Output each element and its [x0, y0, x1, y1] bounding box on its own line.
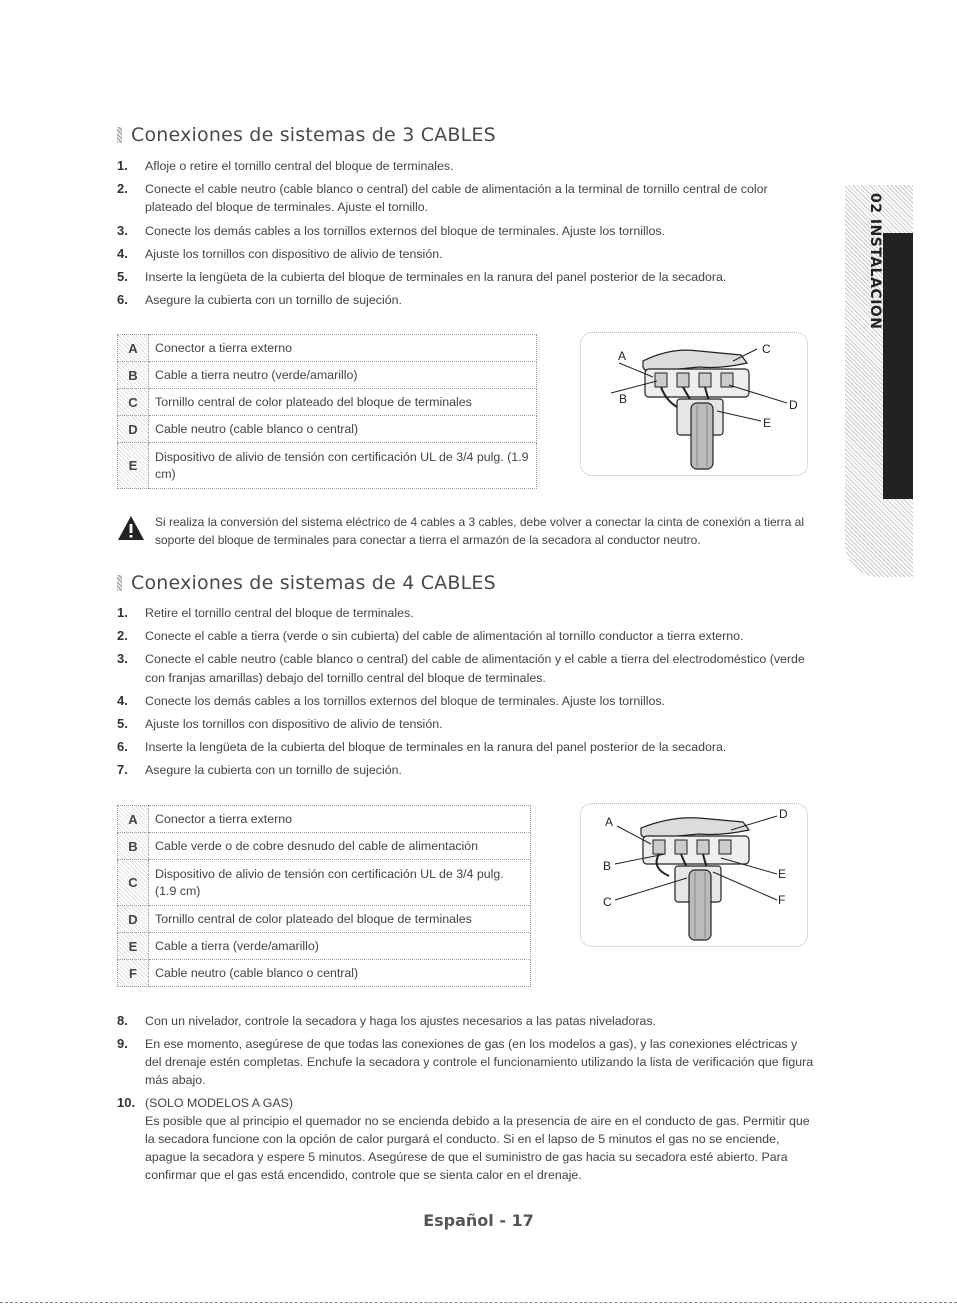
section-title-3-cables [117, 124, 496, 146]
legend-table-4-cables [117, 805, 531, 987]
table-row: F Cable neutro (cable blanco o central) [118, 960, 531, 987]
figure-label-b: B [619, 392, 628, 406]
section-title-text: Conexiones de sistemas de 3 CABLES [131, 124, 496, 146]
section-title-4-cables [117, 572, 496, 594]
chapter-side-tab [845, 185, 913, 577]
page-number: Español - 17 [423, 1211, 534, 1230]
steps-3-cables [117, 157, 817, 309]
table-row: A Conector a tierra externo [118, 806, 531, 833]
list-item: 4. Conecte los demás cables a los tornillos externos del bloque de terminales. Ajuste los tornillos. [117, 692, 665, 708]
table-row: C Dispositivo de alivio de tensión con certificación UL de 3/4 pulg. (1.9 cm) [118, 860, 531, 906]
list-item: 3. Conecte el cable neutro (cable blanco o central) del cable de alimentación y el cable a tierra del electrodoméstico (verde con franjas amarillas) debajo del tornillo central del bloque de terminales. [117, 651, 805, 685]
table-row: A Conector a tierra externo [118, 335, 537, 362]
list-item: 6. Inserte la lengüeta de la cubierta del bloque de terminales en la ranura del panel posterior de la secadora. [117, 739, 727, 755]
table-row: B Cable a tierra neutro (verde/amarillo) [118, 362, 537, 389]
table-row: E Cable a tierra (verde/amarillo) [118, 933, 531, 960]
list-item: 8. Con un nivelador, controle la secadora y haga los ajustes necesarios a las patas niveladoras. [117, 1013, 657, 1028]
legend-table-3-cables [117, 334, 537, 489]
terminal-block-diagram [581, 333, 807, 475]
page-bottom-rule [0, 1302, 957, 1303]
steps-4-cables [117, 604, 817, 780]
figure-label-a: A [605, 815, 614, 829]
list-item: 5. Inserte la lengüeta de la cubierta del bloque de terminales en la ranura del panel posterior de la secadora. [117, 269, 727, 285]
warning-note [117, 513, 807, 549]
list-item: 4. Ajuste los tornillos con dispositivo de alivio de tensión. [117, 245, 443, 261]
list-item: 1. Afloje o retire el tornillo central del bloque de terminales. [117, 158, 454, 173]
table-row: D Cable neutro (cable blanco o central) [118, 416, 537, 443]
section-title-text: Conexiones de sistemas de 4 CABLES [131, 572, 496, 594]
figure-label-e: E [778, 867, 787, 881]
list-item: 7. Asegure la cubierta con un tornillo de sujeción. [117, 762, 402, 778]
table-row: D Tornillo central de color plateado del bloque de terminales [118, 906, 531, 933]
list-item: 1. Retire el tornillo central del bloque de terminales. [117, 605, 414, 620]
warning-triangle-icon [117, 515, 145, 541]
section-marker-icon [117, 575, 122, 591]
table-row: B Cable verde o de cobre desnudo del cable de alimentación [118, 833, 531, 860]
terminal-block-figure-4-cables [580, 803, 808, 947]
figure-label-b: B [603, 859, 612, 873]
figure-label-d: D [789, 398, 798, 412]
figure-label-e: E [763, 416, 772, 430]
list-item: 2. Conecte el cable a tierra (verde o sin cubierta) del cable de alimentación al tornillo conductor a tierra externo. [117, 628, 744, 644]
list-item: 6. Asegure la cubierta con un tornillo de sujeción. [117, 292, 402, 308]
table-row: C Tornillo central de color plateado del bloque de terminales [118, 389, 537, 416]
list-item: 5. Ajuste los tornillos con dispositivo de alivio de tensión. [117, 716, 443, 732]
figure-label-f: F [778, 893, 786, 907]
chapter-marker-block [883, 233, 913, 499]
table-row: E Dispositivo de alivio de tensión con certificación UL de 3/4 pulg. (1.9 cm) [118, 443, 537, 489]
list-item: 3. Conecte los demás cables a los tornillos externos del bloque de terminales. Ajuste los tornillos. [117, 222, 665, 238]
gas-models-note: Es posible que al principio el quemador no se encienda debido a la presencia de aire en el conducto de gas. Permitir que la secadora funcione con la opción de calor purgará el conducto. Si en el lapso de 5 minutos el gas no se enciende, apague la secadora y espere 5 minutos. Asegúrese de que el suministro de gas hacia su secadora esté abierto. Para confirmar que el gas está encendido, controle que se sienta calor en el drenaje. [145, 1114, 810, 1182]
chapter-tab-label: 02 INSTALACIÓN [867, 193, 883, 330]
steps-4-cables-continued [117, 1012, 817, 1184]
list-item: 2. Conecte el cable neutro (cable blanco o central) del cable de alimentación a la terminal de tornillo central de color plateado del bloque de terminales. Ajuste el tornillo. [117, 181, 768, 215]
section-marker-icon [117, 127, 122, 143]
figure-label-c: C [762, 342, 771, 356]
figure-label-c: C [603, 895, 612, 909]
figure-label-d: D [779, 807, 788, 821]
terminal-block-figure-3-cables [580, 332, 808, 476]
warning-text: Si realiza la conversión del sistema eléctrico de 4 cables a 3 cables, debe volver a conectar la cinta de conexión a tierra al soporte del bloque de terminales para conectar a tierra el armazón de la secadora al conductor neutro. [155, 515, 805, 547]
figure-label-a: A [618, 349, 627, 363]
terminal-block-diagram [581, 804, 807, 946]
list-item: 9. En ese momento, asegúrese de que todas las conexiones de gas (en los modelos a gas), y las conexiones eléctricas y del drenaje estén completas. Enchufe la secadora y controle el funcionamiento utilizando la lista de verificación que figura más abajo. [117, 1036, 814, 1087]
list-item: 10. (SOLO MODELOS A GAS) Es posible que al principio el quemador no se encienda debido a la presencia de aire en el conducto de gas. Permitir que la secadora funcione con la opción de calor purgará el conducto. Si en el lapso de 5 minutos el gas no se enciende, apague la secadora y espere 5 minutos. Asegúrese de que el suministro de gas hacia su secadora esté abierto. Para confirmar que el gas está encendido, controle que se sienta calor en el drenaje. [117, 1094, 817, 1184]
